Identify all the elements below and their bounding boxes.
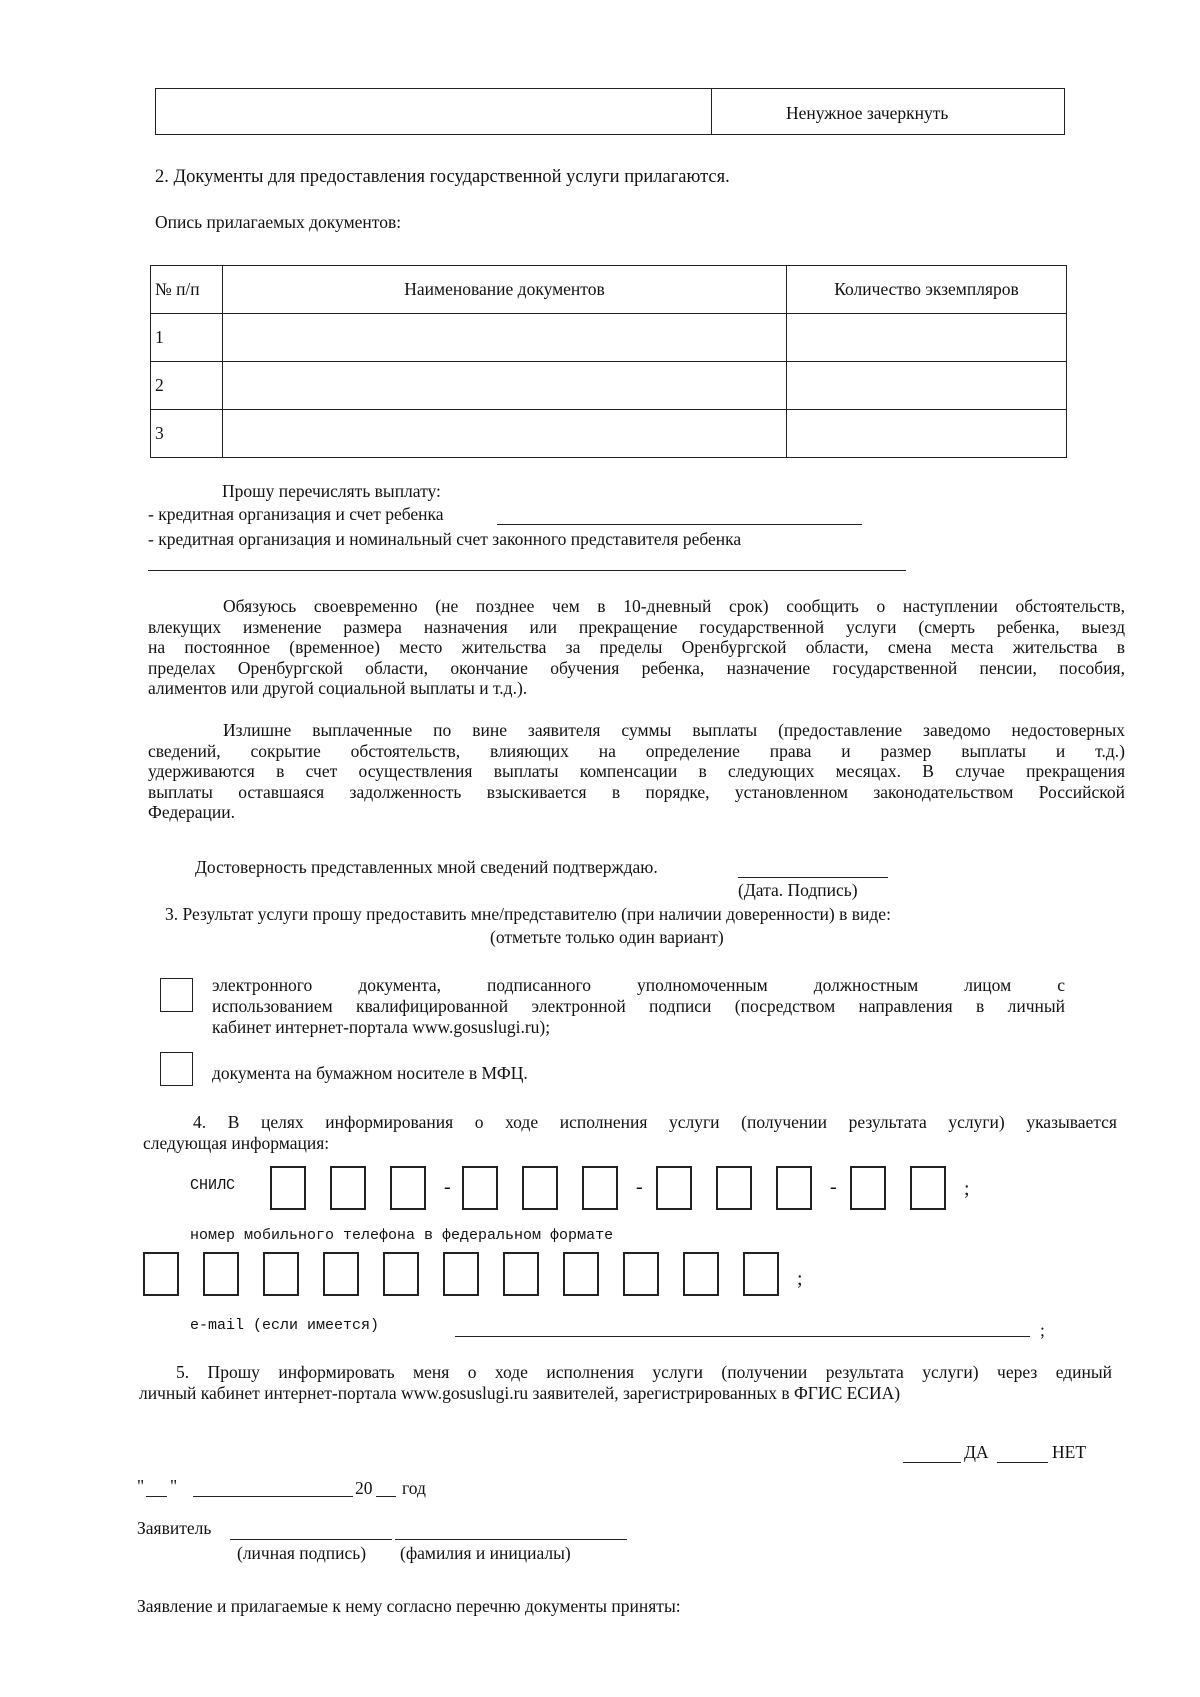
acceptance-text: Заявление и прилагаемые к нему согласно перечню документы приняты: xyxy=(137,1596,681,1616)
year-prefix: 20 xyxy=(355,1478,373,1498)
phone-label: номер мобильного телефона в федеральном формате xyxy=(190,1227,614,1244)
year-suffix: год xyxy=(402,1478,426,1498)
top-table-divider xyxy=(711,89,712,134)
email-terminator: ; xyxy=(1040,1320,1045,1340)
row-quantity-cell[interactable] xyxy=(787,362,1067,410)
no-field[interactable] xyxy=(997,1462,1048,1463)
header-quantity: Количество экземпляров xyxy=(787,266,1067,314)
paper-result-label: документа на бумажном носителе в МФЦ. xyxy=(212,1063,528,1083)
applicant-caption-name: (фамилия и инициалы) xyxy=(400,1543,571,1563)
year-field[interactable] xyxy=(376,1496,396,1497)
no-label: НЕТ xyxy=(1052,1442,1087,1462)
applicant-name-field[interactable] xyxy=(395,1539,627,1540)
snils-separator: - xyxy=(830,1176,837,1198)
section3-heading: 3. Результат услуги прошу предоставить мне/представителю (при наличии доверенности) в виде: xyxy=(165,904,891,924)
row-number: 2 xyxy=(151,362,223,410)
table-row xyxy=(151,362,1067,410)
snils-digit-cell[interactable] xyxy=(462,1166,498,1210)
electronic-result-label: электронного документа, подписанного уполномоченным должностным лицом с использованием квалифицированной электронной подписи (посредством направления в личный кабинет интернет-портала www.gosuslugi.ru); xyxy=(212,975,1065,1037)
table-row xyxy=(151,410,1067,458)
phone-digit-cell[interactable] xyxy=(623,1252,659,1296)
phone-digit-cell[interactable] xyxy=(683,1252,719,1296)
documents-table xyxy=(150,265,1067,458)
payment-option-child-account: - кредитная организация и счет ребенка xyxy=(148,504,444,524)
inventory-title: Опись прилагаемых документов: xyxy=(155,212,402,232)
payment-option-nominal-account: - кредитная организация и номинальный счет законного представителя ребенка xyxy=(148,529,742,549)
month-field[interactable] xyxy=(193,1496,353,1497)
phone-digit-cell[interactable] xyxy=(443,1252,479,1296)
phone-digit-cell[interactable] xyxy=(323,1252,359,1296)
phone-digit-cell[interactable] xyxy=(743,1252,779,1296)
yes-label: ДА xyxy=(964,1442,989,1462)
snils-digit-cell[interactable] xyxy=(776,1166,812,1210)
row-name-cell[interactable] xyxy=(223,362,787,410)
row-quantity-cell[interactable] xyxy=(787,410,1067,458)
snils-digit-cell[interactable] xyxy=(390,1166,426,1210)
yes-field[interactable] xyxy=(903,1462,961,1463)
date-quote-open: " xyxy=(137,1476,145,1496)
phone-digit-cell[interactable] xyxy=(503,1252,539,1296)
date-quote-close: " xyxy=(170,1476,178,1496)
applicant-caption-sign: (личная подпись) xyxy=(237,1543,367,1563)
phone-digit-cell[interactable] xyxy=(563,1252,599,1296)
section3-subheading: (отметьте только один вариант) xyxy=(490,927,724,947)
snils-digit-cell[interactable] xyxy=(656,1166,692,1210)
phone-terminator: ; xyxy=(797,1268,803,1290)
date-signature-caption: (Дата. Подпись) xyxy=(738,880,858,900)
snils-digit-cell[interactable] xyxy=(270,1166,306,1210)
top-table xyxy=(155,88,1065,135)
section5-text: 5. Прошу информировать меня о ходе исполнения услуги (получении результата услуги) через единый личный кабинет интернет-портала www.gosuslugi.ru заявителей, зарегистрированных в ФГИС ЕСИА) xyxy=(139,1362,1112,1403)
row-name-cell[interactable] xyxy=(223,410,787,458)
snils-terminator: ; xyxy=(964,1178,970,1200)
email-label: e-mail (если имеется) xyxy=(190,1317,380,1334)
phone-digit-cell[interactable] xyxy=(383,1252,419,1296)
snils-digit-cell[interactable] xyxy=(522,1166,558,1210)
child-account-field[interactable] xyxy=(497,524,862,525)
snils-digit-cell[interactable] xyxy=(582,1166,618,1210)
section2-heading: 2. Документы для предоставления государственной услуги прилагаются. xyxy=(155,167,730,187)
snils-digit-cell[interactable] xyxy=(716,1166,752,1210)
snils-digit-cell[interactable] xyxy=(330,1166,366,1210)
header-number: № п/п xyxy=(151,266,223,314)
section4-text: 4. В целях информирования о ходе исполнения услуги (получении результата услуги) указывается следующая информация: xyxy=(143,1112,1117,1153)
applicant-signature-field[interactable] xyxy=(230,1539,392,1540)
snils-label: СНИЛС xyxy=(190,1177,236,1194)
phone-digit-cell[interactable] xyxy=(203,1252,239,1296)
day-field[interactable] xyxy=(146,1496,167,1497)
top-table-right-cell: Ненужное зачеркнуть xyxy=(786,103,949,123)
electronic-result-checkbox[interactable] xyxy=(160,978,193,1012)
header-name: Наименование документов xyxy=(223,266,787,314)
date-signature-field[interactable] xyxy=(738,877,888,878)
snils-digit-cell[interactable] xyxy=(850,1166,886,1210)
snils-separator: - xyxy=(444,1176,451,1198)
obligation-paragraph: Обязуюсь своевременно (не позднее чем в 10-дневный срок) сообщить о наступлении обстоятельств, влекущих изменение размера назначения или прекращение государственной услуги (смерть ребенка, выезд на постоянное (временное) место жительства за пределы Оренбургской области, смена места жительства в пределах Оренбургской области, окончание обучения ребенка, назначение государственной пенсии, пособия, алиментов или другой социальной выплаты и т.д.). xyxy=(148,596,1125,699)
overpayment-paragraph: Излишне выплаченные по вине заявителя суммы выплаты (предоставление заведомо недостоверных сведений, сокрытие обстоятельств, влияющих на определение права и размер выплаты и т.д.) удерживаются в счет осуществления выплаты компенсации в следующих месяцах. В случае прекращения выплаты оставшаяся задолженность взыскивается в порядке, установленном законодательством Российской Федерации. xyxy=(148,720,1125,823)
phone-digit-cell[interactable] xyxy=(263,1252,299,1296)
payment-heading: Прошу перечислять выплату: xyxy=(222,481,441,501)
row-number: 1 xyxy=(151,314,223,362)
confirmation-text: Достоверность представленных мной сведений подтверждаю. xyxy=(195,857,658,877)
applicant-label: Заявитель xyxy=(137,1518,212,1538)
row-quantity-cell[interactable] xyxy=(787,314,1067,362)
snils-digit-cell[interactable] xyxy=(910,1166,946,1210)
row-name-cell[interactable] xyxy=(223,314,787,362)
row-number: 3 xyxy=(151,410,223,458)
snils-separator: - xyxy=(636,1176,643,1198)
nominal-account-field[interactable] xyxy=(148,570,906,571)
paper-result-checkbox[interactable] xyxy=(160,1052,193,1086)
email-field[interactable] xyxy=(455,1336,1030,1337)
table-row xyxy=(151,314,1067,362)
phone-digit-cell[interactable] xyxy=(143,1252,179,1296)
